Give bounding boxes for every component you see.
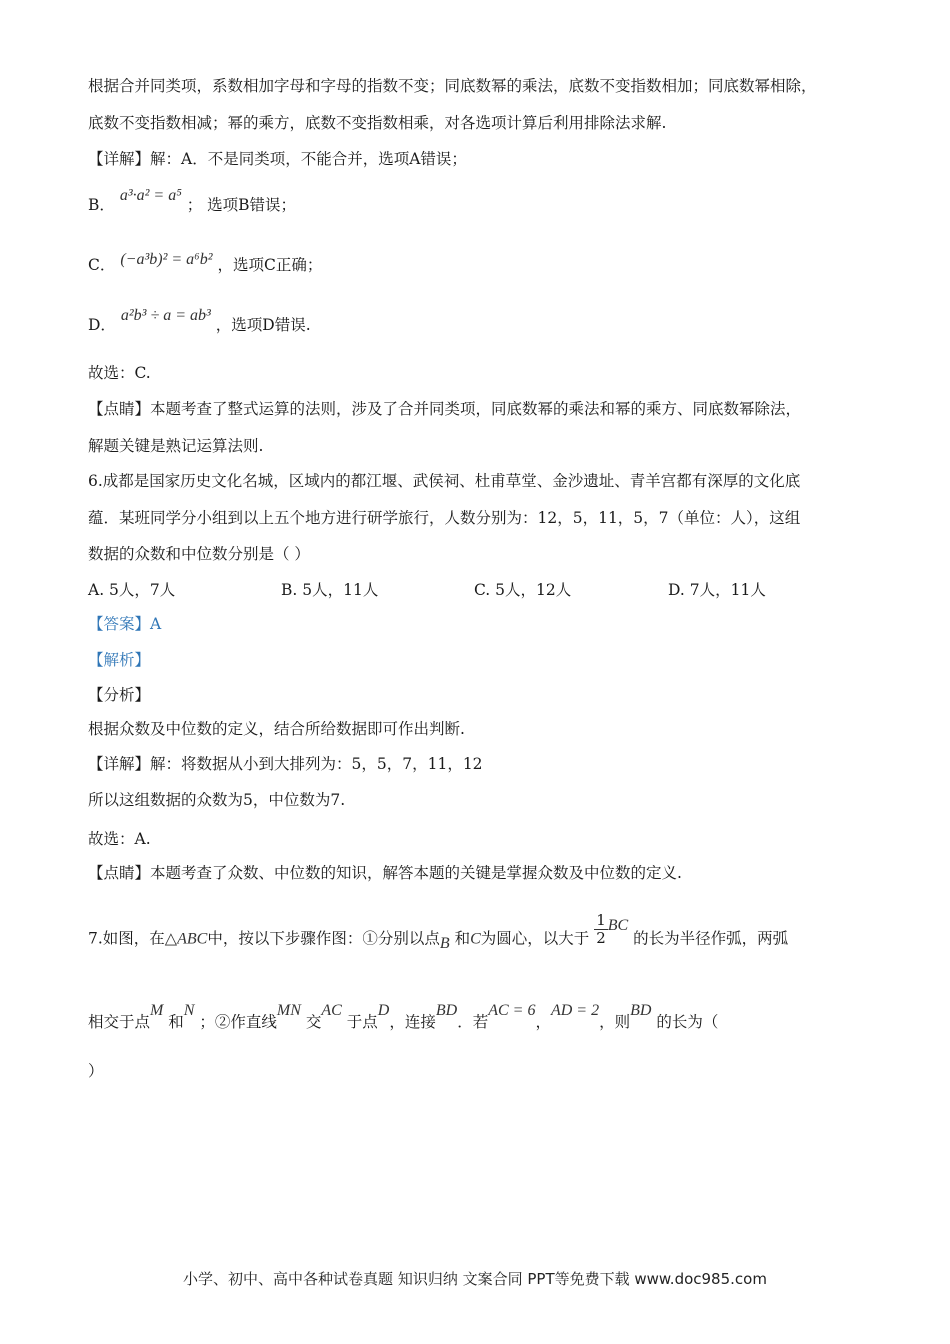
q6-option-c: C. 5人，12人 [474, 581, 572, 599]
option-d-suffix: ，选项D错误. [215, 316, 311, 334]
option-d-line [88, 307, 311, 337]
q7-l2-b: 和 [168, 1013, 184, 1031]
option-d-prefix: D． [88, 316, 116, 334]
q7-fraction [594, 912, 608, 947]
q7-l2-h: ， [535, 1013, 551, 1031]
detail-a-text: 解：A．不是同类项，不能合并，选项A错误； [150, 150, 467, 168]
q6-analysis: 根据众数及中位数的定义，结合所给数据即可作出判断. [88, 720, 465, 738]
q7-fraction-num: 1 [596, 911, 606, 929]
comment-label: 【点睛】 [88, 400, 151, 418]
q7-text-a: 7.如图，在 [88, 929, 165, 948]
analysis-line-1: 根据合并同类项，系数相加字母和字母的指数不变；同底数幂的乘法，底数不变指数相加；同底数幂相除， [88, 77, 817, 95]
option-c-suffix: ，选项C正确； [217, 256, 323, 274]
answer-value: A [150, 615, 162, 633]
q7-text-d: 为圆心，以大于 [480, 929, 590, 948]
q7-point-c: C [470, 930, 481, 948]
q6-comment-text: 本题考查了众数、中位数的知识，解答本题的关键是掌握众数及中位数的定义. [150, 864, 682, 882]
q6-analysis-label: 【分析】 [88, 686, 151, 704]
q7-segment-bd-2: BD [630, 1002, 652, 1019]
detail-line-a [88, 148, 467, 170]
q7-stem-line-3: ） [88, 1062, 104, 1080]
q7-segment-bd: BD [435, 1002, 458, 1019]
q7-triangle: △ABC [164, 930, 208, 948]
q6-stem-line-2: 蕴．某班同学分小组到以上五个地方进行研学旅行，人数分别为：12，5，11，5，7（单位：人），这组 [88, 509, 801, 527]
q7-segment-ac: AC [321, 1002, 342, 1019]
q7-eq-ad: AD = 2 [550, 1002, 600, 1019]
option-d-formula: a²b³ ÷ a = ab³ [120, 307, 211, 324]
q7-l2-a: 相交于点 [88, 1013, 151, 1031]
option-b-suffix: ； 选项B错误； [186, 196, 297, 214]
option-c-prefix: C． [88, 256, 116, 274]
q7-l2-e: 于点 [346, 1013, 378, 1031]
q5-comment-line-2: 解题关键是熟记运算法则. [88, 437, 264, 455]
option-b-formula: a³·a² = a⁵ [119, 187, 182, 204]
option-c-formula: (−a³b)² = a⁶b² [120, 251, 213, 268]
q6-answer [88, 613, 161, 635]
q6-stem-line-3: 数据的众数和中位数分别是（ ） [88, 545, 310, 563]
q7-l2-d: 交 [305, 1013, 322, 1031]
q7-text-c: 和 [454, 929, 471, 948]
q7-l2-c: ；②作直线 [199, 1013, 277, 1031]
q7-l2-f: ，连接 [389, 1013, 436, 1031]
q6-jiexi: 【解析】 [88, 651, 151, 669]
q7-l2-g: ．若 [457, 1013, 489, 1031]
page-footer: 小学、初中、高中各种试卷真题 知识归纳 文案合同 PPT等免费下载 www.doc985.com [183, 1270, 767, 1288]
q7-l2-i: ，则 [599, 1013, 631, 1031]
q7-text-b: 中，按以下步骤作图：①分别以点 [207, 929, 440, 948]
q6-detail-text: 解：将数据从小到大排列为：5，5，7，11，12 [150, 755, 483, 773]
option-b-prefix: B． [88, 196, 115, 214]
q7-stem-line-2 [88, 1002, 719, 1034]
q6-choose: 故选：A. [88, 830, 151, 848]
q5-comment-line-1 [88, 398, 801, 420]
q7-point-n: N [183, 1002, 195, 1019]
q6-option-d: D. 7人，11人 [668, 581, 766, 599]
option-c-line [88, 251, 323, 277]
q6-option-a: A. 5人，7人 [88, 581, 176, 599]
q7-stem-line-1 [88, 911, 789, 957]
q7-line-mn: MN [276, 1002, 301, 1019]
q6-comment [88, 862, 682, 884]
q7-point-b: B [439, 934, 450, 952]
q7-fraction-den: 2 [596, 929, 606, 947]
analysis-line-2: 底数不变指数相减；幂的乘方，底数不变指数相乘，对各选项计算后利用排除法求解. [88, 114, 667, 132]
answer-label: 【答案】 [88, 615, 151, 633]
q7-eq-ac: AC = 6 [488, 1002, 536, 1019]
q6-option-b: B. 5人，11人 [281, 581, 379, 599]
option-b-line [88, 187, 297, 217]
q7-point-d: D [377, 1002, 390, 1019]
q6-conclusion: 所以这组数据的众数为5，中位数为7. [88, 791, 346, 809]
q5-choose: 故选：C. [88, 364, 151, 382]
q6-detail [88, 753, 483, 775]
q7-fraction-tail: BC [607, 916, 629, 934]
q6-comment-label: 【点睛】 [88, 864, 151, 882]
detail-label: 【详解】 [88, 150, 151, 168]
q6-detail-label: 【详解】 [88, 755, 151, 773]
q7-l2-j: 的长为（ [656, 1013, 719, 1031]
q7-text-e: 的长为半径作弧，两弧 [633, 929, 789, 948]
q6-stem-line-1: 6.成都是国家历史文化名城，区域内的都江堰、武侯祠、杜甫草堂、金沙遗址、青羊宫都有深厚的文化底 [88, 472, 801, 490]
comment-text-1: 本题考查了整式运算的法则，涉及了合并同类项，同底数幂的乘法和幂的乘方、同底数幂除法， [150, 400, 802, 418]
q7-point-m: M [150, 1002, 164, 1019]
